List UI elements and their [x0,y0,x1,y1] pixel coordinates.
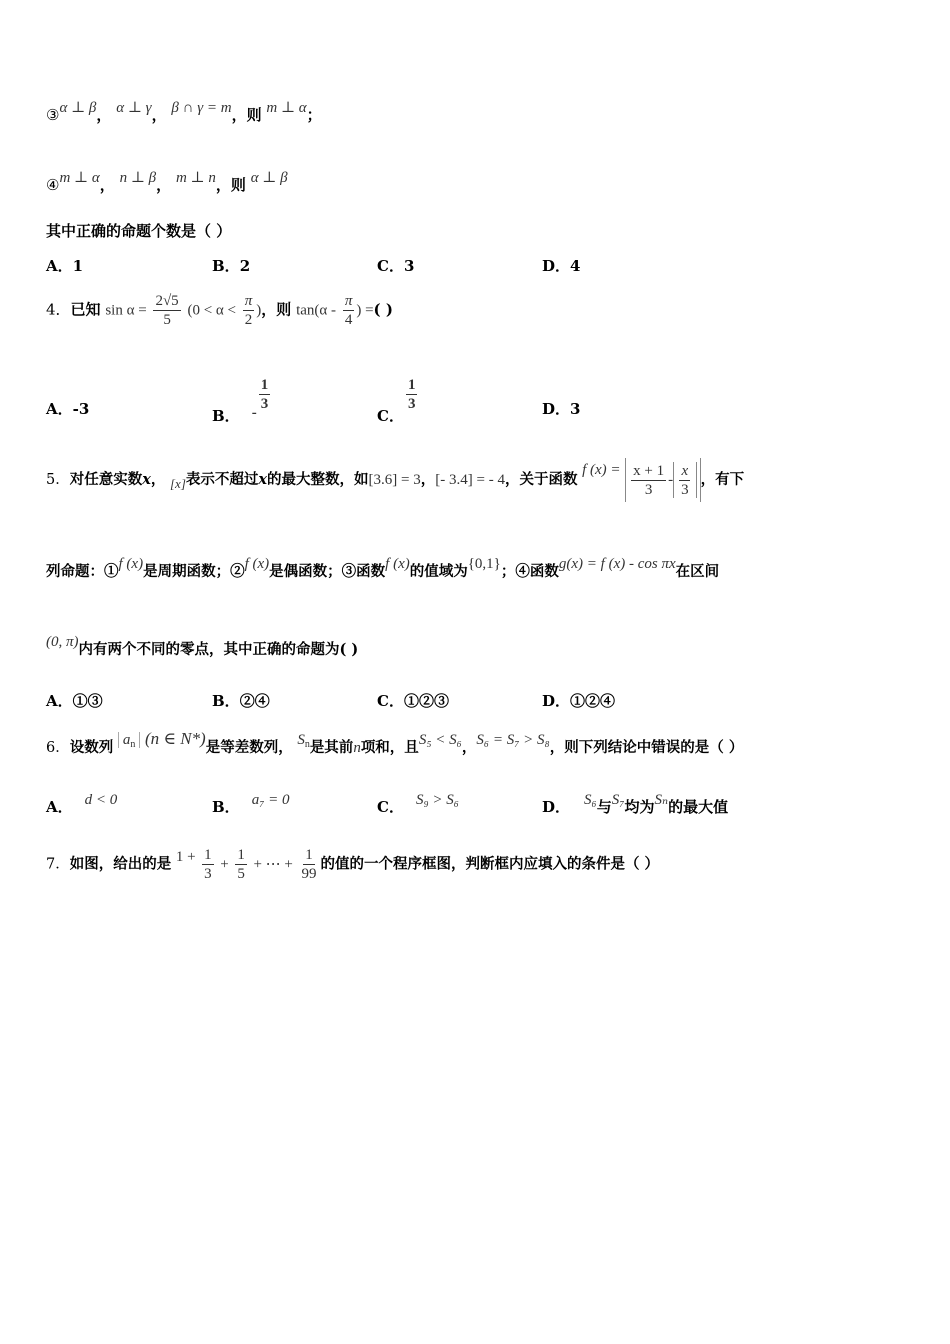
math-expr: + ⋯ + [253,856,293,873]
math-expr: f (x) [244,556,270,572]
variable: x [142,471,151,488]
q3-item-3 [46,100,322,125]
option-text: ①③ [72,692,103,710]
separator: ； [306,106,322,124]
denominator: 3 [407,396,416,412]
separator: ，则 [231,106,262,124]
numerator: 1 [204,847,212,863]
numerator: 2√5 [155,293,179,309]
question-text: 项和，且 [360,739,419,756]
question-number: 4． [46,300,71,319]
q5-option-c[interactable] [377,690,449,711]
fraction [235,846,247,883]
variable: n [353,740,361,756]
math-expr: f (x) [118,556,144,572]
option-letter: A． [46,257,73,275]
math-expr: 1 + [175,848,196,865]
q3-option-d[interactable] [542,255,580,276]
q6-option-d[interactable] [542,792,729,817]
option-letter: D． [542,257,571,275]
sum-symbol: S [297,732,305,748]
option-letter: A． [46,798,73,816]
numerator: π [344,293,353,309]
option-text: ①②③ [403,692,449,710]
math-expr: f (x) [385,556,410,572]
option-text: 2 [239,257,251,275]
question-text: 是周期函数；② [143,563,245,580]
q7-stem [46,846,659,883]
option-math: S₉ > S₆ [415,792,460,808]
math-expr: [3.6] = 3 [368,472,421,488]
denominator: 2 [244,312,253,328]
separator: ，则 [215,176,246,194]
option-letter: B． [212,692,240,710]
option-text: 4 [570,257,581,275]
floor-bracket [673,462,697,498]
math-expr: tan(α - [296,302,337,319]
fraction [259,376,271,413]
math-expr: + [220,856,229,873]
question-text: 是偶函数；③函数 [269,563,386,580]
option-letter: D． [542,400,571,418]
option-text: 的最大值 [668,798,729,816]
item-label: ③ [46,106,60,124]
math-expr [297,732,310,748]
math-expr: ) = [356,302,374,319]
numerator: 1 [237,847,245,863]
math-expr: α ⊥ β [59,100,97,116]
option-sign: - [251,404,257,421]
question-number: 7． [46,856,70,873]
option-math: a₇ = 0 [251,792,290,808]
numerator: 1 [260,377,269,393]
math-expr: f (x) = [582,462,621,478]
question-text: ；④函数 [500,563,559,580]
math-expr: n ⊥ β [119,170,157,186]
denominator: 3 [204,866,212,882]
q5-option-d[interactable] [542,690,615,711]
math-expr: (0 < α < [187,302,236,319]
denominator: 5 [163,312,171,328]
separator: ， [156,176,172,194]
math-expr: α ⊥ β [250,170,288,186]
question-text: 的值的一个程序框图，判断框内应填入的条件是（ ） [320,855,660,873]
variable: x [258,471,268,488]
q3-option-b[interactable] [212,255,250,276]
math-expr: [x] [170,476,186,491]
math-expr: sin α = [105,302,147,319]
math-expr: m ⊥ α [59,170,100,186]
question-text: 是等差数列， [205,739,293,756]
q4-option-b[interactable] [212,372,272,425]
denominator: 99 [301,866,317,882]
question-number: 6． [46,740,70,756]
separator: ， [99,176,115,194]
option-text: 3 [570,400,581,418]
q4-option-a[interactable] [46,398,89,419]
math-expr: m ⊥ α [266,100,307,116]
fraction [406,376,418,413]
option-text: -3 [72,400,90,418]
q6-stem [46,729,744,758]
question-text: ， [461,739,477,756]
numerator: 1 [305,847,313,863]
question-text: ，则下列结论中错误的是（ ） [549,739,744,756]
q5-stem-line3 [46,634,359,659]
subscript: n [304,739,310,750]
question-text: 的最大整数，如 [267,471,369,488]
denominator: 4 [344,312,353,328]
fraction [243,292,255,329]
math-expr: ) [256,302,262,319]
fraction [631,462,666,499]
fraction [153,292,180,329]
question-text: 的值域为 [409,563,468,580]
numerator: π [244,293,253,309]
subscript: n [130,739,136,750]
math-expr: [- 3.4] = - 4 [435,472,505,488]
option-letter: D． [542,798,571,816]
q6-option-a[interactable] [46,792,118,817]
math-expr: (0, π) [46,634,79,650]
option-letter: C． [377,257,404,275]
question-text: 已知 [70,300,101,319]
fraction [679,462,691,499]
fraction [343,292,355,329]
option-letter: B． [212,257,240,275]
option-letter: A． [46,692,73,710]
option-letter: D． [542,692,571,710]
option-letter: B． [212,406,240,425]
q5-stem-line2 [46,556,720,581]
floor-bracket [625,458,700,502]
question-text: 列命题：① [46,563,119,580]
question-number: 5． [46,472,70,488]
option-math: S₆ [584,792,597,808]
option-letter: B． [212,798,240,816]
math-expr: - [668,471,674,488]
question-text: ， [150,471,166,488]
question-text: 如图，给出的是 [69,855,172,873]
option-letter: C． [377,798,404,816]
option-math: Sₙ [654,792,669,808]
option-text: 1 [72,257,84,275]
denominator: 3 [681,481,689,498]
q4-stem [46,292,393,329]
q4-option-c[interactable] [377,372,419,425]
question-text: 内有两个不同的零点，其中正确的命题为( ) [78,641,359,658]
denominator: 3 [260,396,269,412]
separator: ， [96,106,112,124]
option-math: S₇ [611,792,625,808]
question-text: ， [420,471,436,488]
q5-option-a[interactable] [46,690,103,711]
q3-question: 其中正确的命题个数是（ ） [46,222,232,240]
denominator: 3 [644,481,653,498]
math-expr: α ⊥ γ [116,100,152,116]
sequence-set [118,732,141,748]
q5-option-b[interactable] [212,690,270,711]
question-text: 对任意实数 [69,471,143,488]
option-text: 与 [596,798,612,816]
option-text: ①②④ [570,692,616,710]
separator: ， [151,106,167,124]
question-text: 是其前 [309,739,354,756]
q5-stem-line1 [46,458,744,502]
option-text: ②④ [239,692,270,710]
numerator: x + 1 [633,462,665,479]
question-text: ( ) [373,300,393,319]
option-text: 均为 [624,798,655,816]
q3-option-c[interactable] [377,255,414,276]
math-expr: S₅ < S₆ [418,732,462,748]
option-math: d < 0 [84,792,118,808]
math-expr: m ⊥ n [175,170,216,186]
fraction [300,846,319,883]
option-text: 3 [403,257,415,275]
q3-item-4 [46,170,288,195]
numerator: x [681,462,689,479]
question-text: ，有下 [700,471,745,488]
math-expr: β ∩ γ = m [171,100,232,116]
math-expr: (n ∈ N*) [144,729,206,748]
math-expr: S₆ = S₇ > S₈ [476,732,550,748]
question-text: ，则 [261,300,292,319]
q4-option-d[interactable] [542,398,580,419]
denominator: 5 [237,866,245,882]
question-text: 表示不超过 [185,471,259,488]
question-text: 设数列 [69,739,114,756]
question-text: 在区间 [675,563,720,580]
option-letter: C． [377,692,404,710]
q3-option-a[interactable] [46,255,83,276]
fraction [202,846,214,883]
math-expr: g(x) = f (x) - cos πx [558,556,676,572]
option-letter: C． [377,406,404,425]
item-label: ④ [46,176,60,194]
q6-option-b[interactable] [212,792,290,817]
option-letter: A． [46,400,73,418]
q6-option-c[interactable] [377,792,460,817]
question-text: ，关于函数 [504,471,578,488]
math-expr: {0,1} [467,556,501,572]
numerator: 1 [407,377,416,393]
math-expr: a [122,732,131,748]
